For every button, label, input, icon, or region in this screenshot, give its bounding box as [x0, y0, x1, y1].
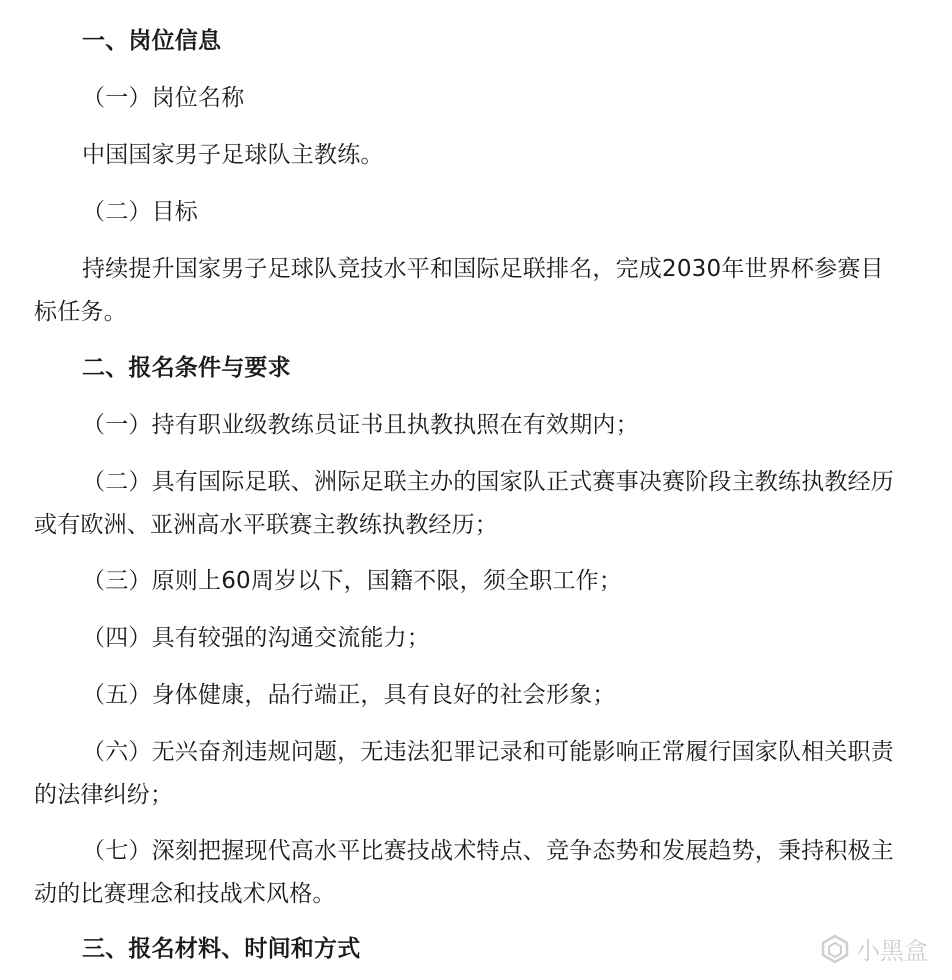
watermark	[820, 931, 928, 966]
heybox-logo-icon	[820, 934, 850, 964]
paragraph-goal-line-2: 标任务。	[34, 299, 127, 325]
subheading-position-name: （一）岗位名称	[82, 85, 245, 111]
watermark-text: 小黑盒	[856, 937, 928, 965]
requirement-7-line-2: 动的比赛理念和技战术风格。	[34, 881, 336, 907]
section-heading-3: 三、报名材料、时间和方式	[82, 936, 361, 962]
requirement-7-line-1: （七）深刻把握现代高水平比赛技战术特点、竞争态势和发展趋势，秉持积极主	[82, 838, 894, 864]
requirement-5: （五）身体健康，品行端正，具有良好的社会形象；	[82, 682, 616, 708]
subheading-goal: （二）目标	[82, 199, 198, 225]
requirement-2-line-1: （二）具有国际足联、洲际足联主办的国家队正式赛事决赛阶段主教练执教经历	[82, 469, 894, 495]
paragraph-position-name: 中国国家男子足球队主教练。	[82, 142, 384, 168]
requirement-3: （三）原则上60周岁以下，国籍不限，须全职工作；	[82, 568, 623, 594]
section-heading-1: 一、岗位信息	[82, 28, 222, 54]
requirement-6-line-1: （六）无兴奋剂违规问题，无违法犯罪记录和可能影响正常履行国家队相关职责	[82, 739, 894, 765]
requirement-1: （一）持有职业级教练员证书且执教执照在有效期内；	[82, 412, 639, 438]
paragraph-goal-line-1: 持续提升国家男子足球队竞技水平和国际足联排名，完成2030年世界杯参赛目	[82, 256, 884, 282]
requirement-2-line-2: 或有欧洲、亚洲高水平联赛主教练执教经历；	[34, 512, 498, 538]
requirement-6-line-2: 的法律纠纷；	[34, 782, 174, 808]
requirement-4: （四）具有较强的沟通交流能力；	[82, 625, 430, 651]
section-heading-2: 二、报名条件与要求	[82, 355, 291, 381]
